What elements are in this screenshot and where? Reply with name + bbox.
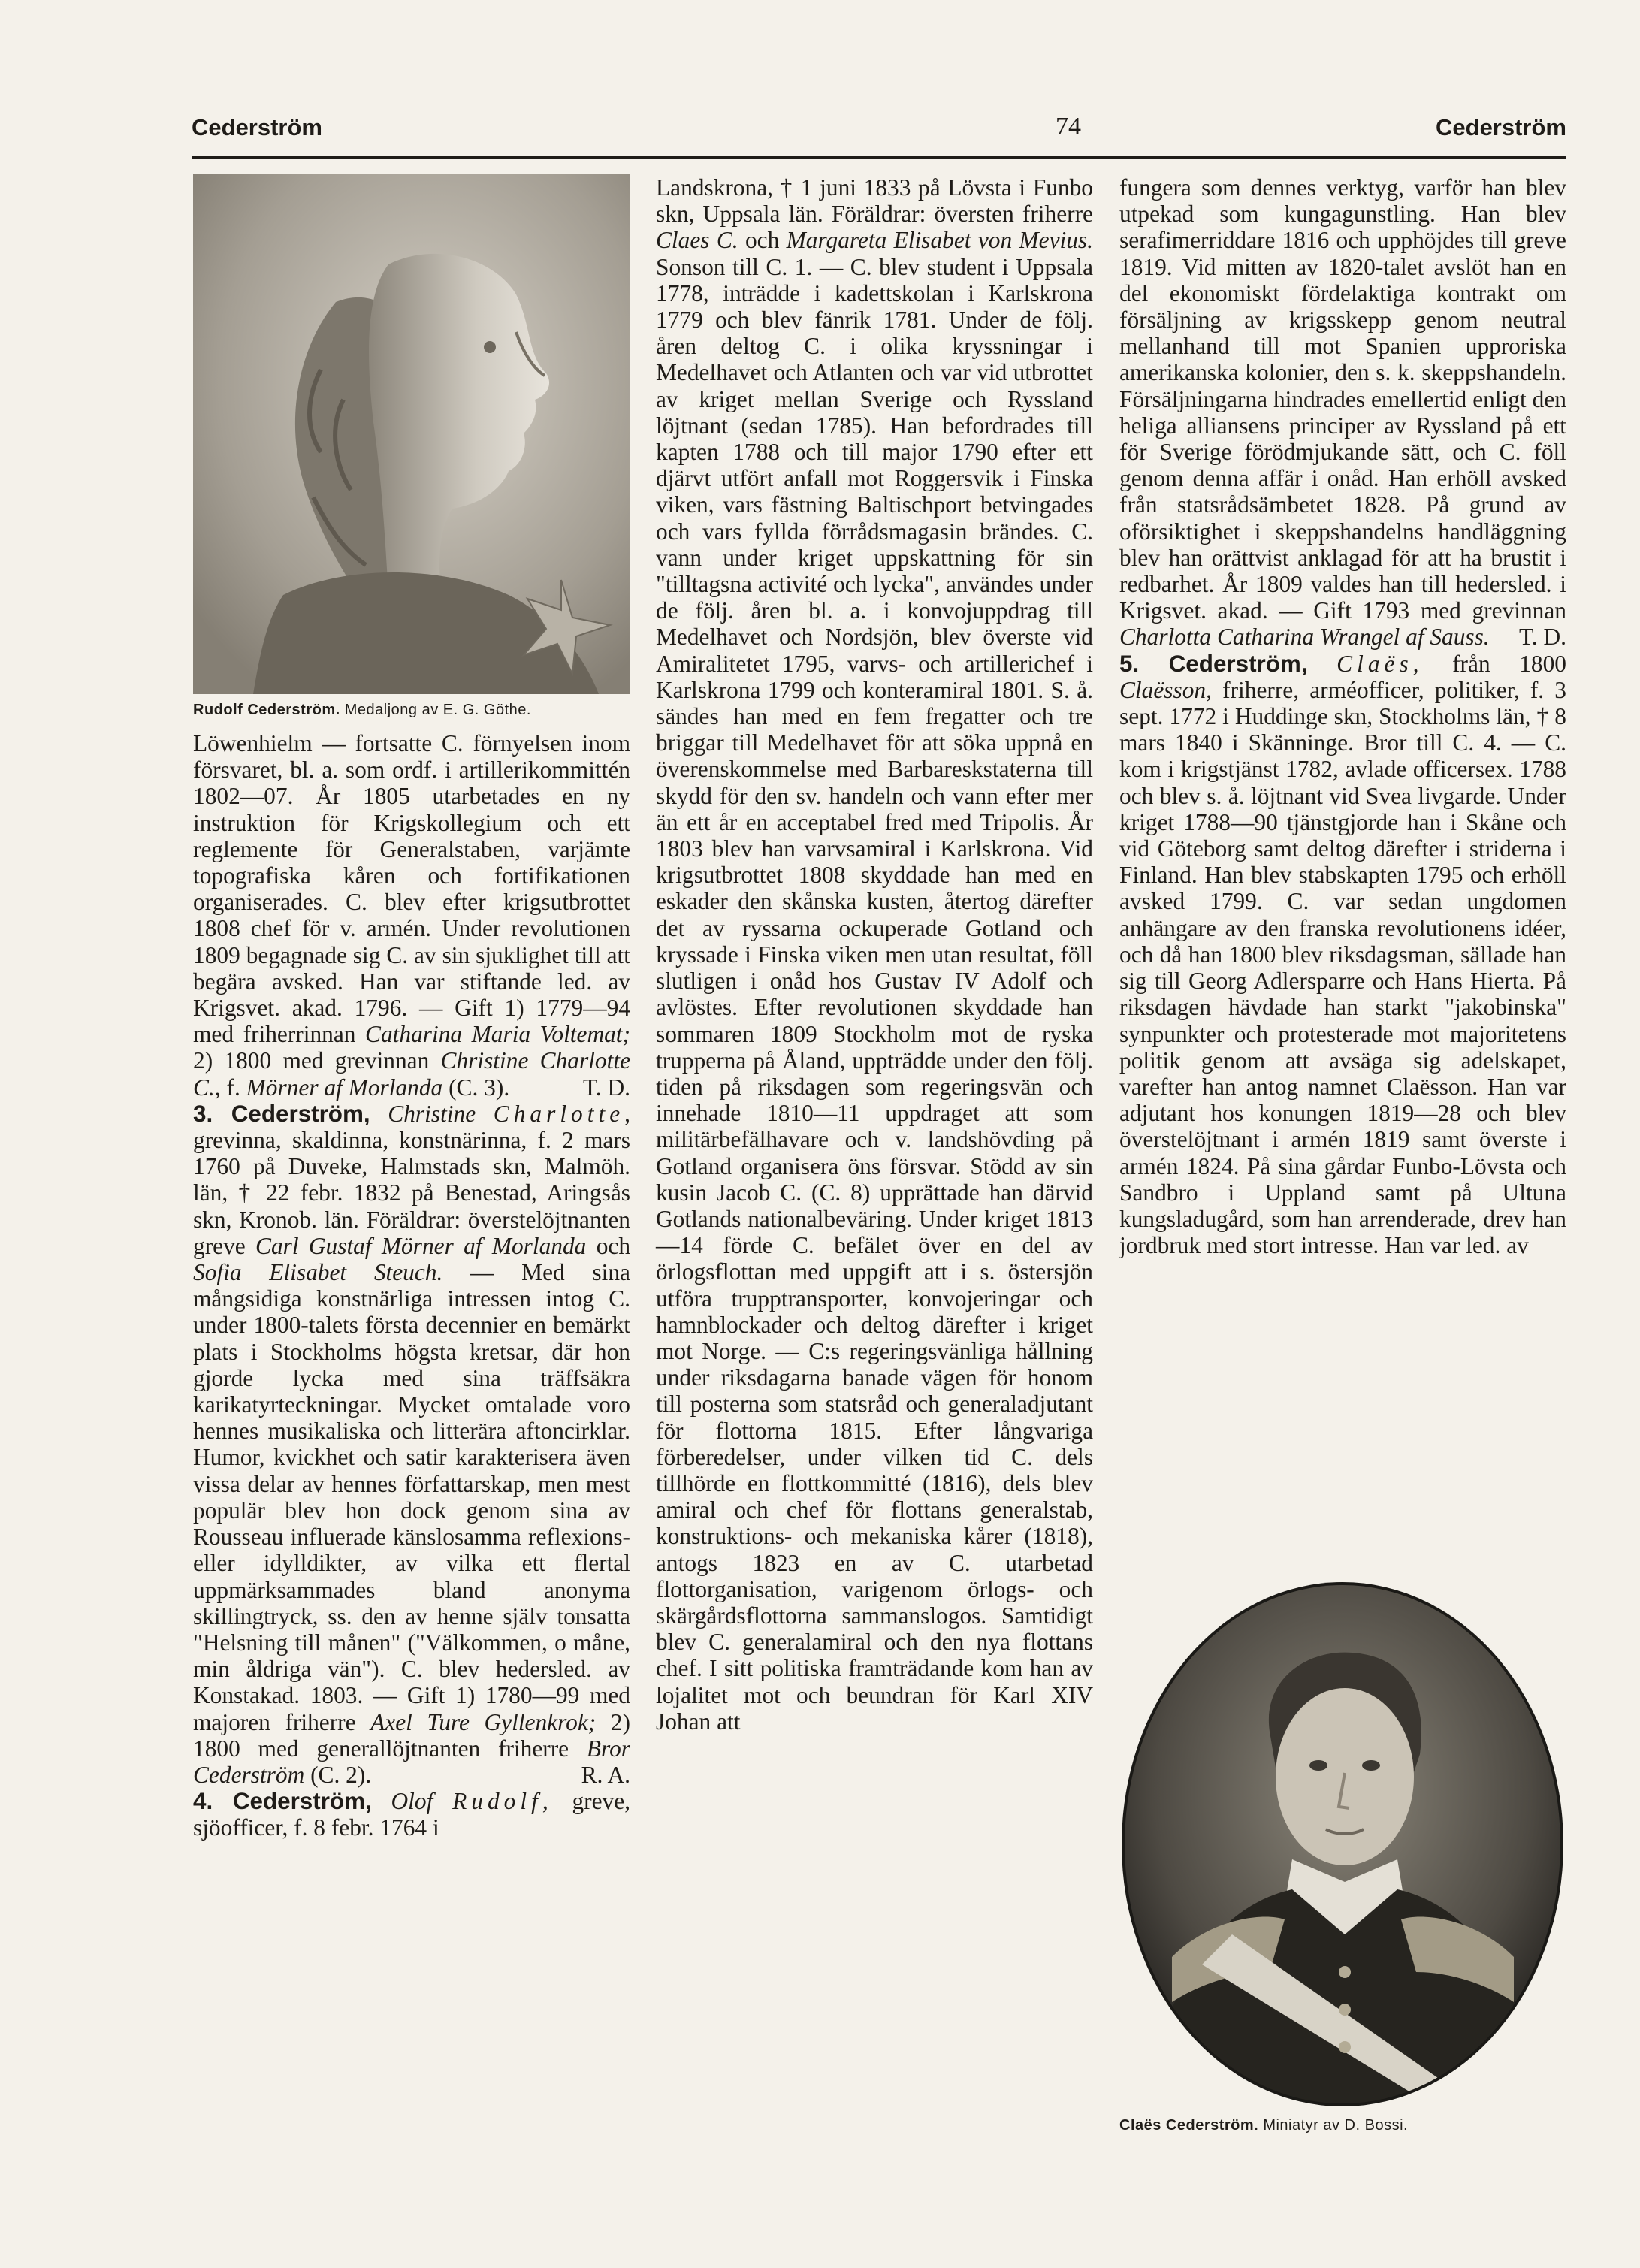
miniature-image: [1119, 1581, 1566, 2107]
entry-name-spaced: Charlotte: [493, 1100, 625, 1127]
text-run: Claësson,: [1119, 676, 1212, 703]
text-run: , f.: [214, 1074, 246, 1101]
entry-name: Christine: [388, 1100, 476, 1127]
miniature-caption: [1119, 2117, 1566, 2134]
signature: T. D.: [582, 1074, 630, 1101]
text-run: 2) 1800 med grevinnan: [193, 1047, 441, 1074]
text-run: (C. 2).: [304, 1761, 372, 1788]
column-2: [656, 174, 1093, 1735]
text-run: Mörner af Morlanda: [246, 1074, 443, 1101]
header-rule: [192, 156, 1566, 159]
text-run: Bror Cederström: [193, 1735, 630, 1788]
entry-4: [193, 1788, 630, 1841]
text-run: Löwenhielm — fortsatte C. förnyelsen inom försvaret, bl. a. som ordf. i artillerikommittén 1802—07. År 1805 utarbetades en ny instruktion för Krigskollegium och ett reglemente för Generalstaben, varjämte topografiska kåren och fortifikationen organiserades. C. blev efter krigsutbrottet 1808 chef för v. armén. Under revolutionen 1809 begagnade sig C. av sin sjuklighet till att begära avsked. Han var stiftande led. av Krigsvet. akad. 1796. — Gift 1) 1779—94 med friherrinnan: [193, 730, 630, 1048]
text-run: Landskrona, † 1 juni 1833 på Lövsta i Funbo skn, Uppsala län. Föräldrar: översten friherre: [656, 174, 1093, 228]
text-run: Axel Ture Gyllenkrok;: [370, 1708, 597, 1735]
miniature-portrait: [1119, 1581, 1566, 2107]
paragraph: [1119, 174, 1566, 651]
text-run: Catharina Maria Voltemat;: [365, 1021, 630, 1048]
text-run: (C. 3).: [442, 1074, 510, 1101]
caption-name: Rudolf Cederström.: [193, 702, 340, 718]
text-run: och: [586, 1232, 631, 1259]
text-run: Sofia Elisabet Steuch.: [193, 1259, 443, 1286]
entry-5: [1119, 651, 1566, 1259]
caption-name: Claës Cederström.: [1119, 2117, 1259, 2134]
medallion-image: [193, 174, 630, 694]
entry-name-spaced: Claës,: [1336, 650, 1424, 677]
paragraph: [193, 730, 630, 1101]
text-run: Carl Gustaf Mörner af Morlanda: [255, 1232, 587, 1259]
text-run: Claes C.: [656, 227, 738, 254]
entry-heading: 4. Cederström,: [193, 1788, 372, 1815]
text-run: greve, sjöofficer, f. 8 febr. 1764 i: [193, 1788, 630, 1841]
text-run: friherre, arméofficer, politiker, f. 3 sept. 1772 i Huddinge skn, Stockholms län, † 8 mars 1840 i Skänninge. Bror till C. 4. — C. kom i krigstjänst 1782, avlade officersex. 1788 och blev s. å. löjtnant vid Svea livgarde. Under kriget 1788—90 tjänstgjorde han i Skåne och vid Göteborg samt deltog därefter i striderna i Finland. Han blev stabskapten 1795 och erhöll avsked 1799. C. var sedan ungdomen anhängare av den franska revolutionens idéer, och då han 1800 blev riksdagsman, sällade han sig till Georg Adlersparre och Hans Hierta. På riksdagen hävdade han starkt "jakobinska" synpunkter och protesterade mot majoritetens politik genom att avsäga sig adelskapet, varefter han antog namnet Claësson. Han var adjutant hos konungen 1819—28 och blev överstelöjtnant i armén 1819 samt överste i armén 1824. På sina gårdar Funbo-Lövsta och Sandbro i Uppland samt på Ultuna kungsladugård, som han arrenderade, drev han jordbruk med stort intresse. Han var led. av: [1119, 676, 1566, 1259]
text-run: Christine Charlotte C.: [193, 1047, 630, 1101]
header-left: Cederström: [192, 114, 322, 140]
caption-description: Medaljong av E. G. Göthe.: [344, 702, 531, 718]
caption-description: Miniatyr av D. Bossi.: [1263, 2117, 1409, 2134]
header-right: Cederström: [1436, 114, 1566, 140]
text-run: 2) 1800 med generallöjtnanten friherre: [193, 1708, 630, 1762]
column-3: [1119, 174, 1566, 1258]
entry-heading: 3. Cederström,: [193, 1100, 370, 1127]
running-header: [192, 114, 1566, 152]
entry-3: [193, 1101, 630, 1788]
medallion-caption: [193, 700, 630, 720]
page-number: 74: [1056, 113, 1081, 140]
text-run: från 1800: [1423, 650, 1567, 677]
entry-name: Olof: [391, 1788, 433, 1815]
entry-heading: 5. Cederström,: [1119, 650, 1308, 677]
text-run: Margareta Elisabet von Mevius.: [786, 227, 1093, 254]
signature: T. D.: [1518, 624, 1566, 651]
text-run: — Med sina mångsidiga konstnärliga intressen intog C. under 1800-talets första decennier en bemärkt plats i Stockholms högsta kretsar, där hon gjorde lycka med sina träffsäkra karikatyrteckningar. Mycket omtalade voro hennes musikaliska och litterära aftoncirklar. Humor, kvickhet och satir karakterisera även vissa delar av hennes författarskap, men mest populär blev hon dock genom sina av Rousseau influerade känslosamma reflexions- eller idylldikter, av vilka ett flertal uppmärksammades bland anonyma skillingtryck, ss. den av henne själv tonsatta "Helsning till månen" ("Välkommen, o måne, min åldriga vän"). C. blev hedersled. av Konstakad. 1803. — Gift 1) 1780—99 med majoren friherre: [193, 1259, 630, 1735]
medallion-portrait: [193, 174, 630, 694]
text-run: Charlotta Catharina Wrangel af Sauss.: [1119, 624, 1490, 651]
text-run: Sonson till C. 1. — C. blev student i Uppsala 1778, inträdde i kadettskolan i Karlskrona 1779 och blev fänrik 1781. Under de följ. åren deltog C. i olika kryssningar i Medelhavet och Atlanten och var vid utbrottet av kriget mellan Sverige och Ryssland löjtnant (sedan 1785). Han befordrades till kapten 1788 och till major 1790 efter ett djärvt utfört anfall mot Roggersvik i Finska viken, vars fästning Baltischport betvingades och vars fyllda förrådsmagasin brändes. C. vann under kriget uppskattning för sin "tilltagsna activité och lycka", användes under de följ. åren bl. a. i konvojuppdrag till Medelhavet och Nordsjön, blev överste vid Amiralitetet 1795, varvs- och artillerichef i Karlskrona 1799 och konteramiral 1801. S. å. sändes han med en fem fregatter och tre briggar till Medelhavet för att söka uppnå en överenskommelse med Barbareskstaterna till skydd för den sv. handeln och vann efter mer än ett år en acceptabel fred med Tripolis. År 1803 blev han varvsamiral i Karlskrona. Vid krigsutbrottet 1808 skyddade han med en eskader den skånska kusten, återtog därefter det av ryssarna ockuperade Gotland och kryssade i Finska viken men utan resultat, föll slutligen i onåd hos Gustav IV Adolf och avlöstes. Efter revolutionen skyddade han sommaren 1809 Stockholm mot de ryska trupperna på Åland, uppträdde under den följ. tiden på riksdagen som regeringsvän och innehade 1810—11 uppdraget att som militärbefälhavare och v. landshövding på Gotland organisera öns försvar. Stödd av sin kusin Jacob C. (C. 8) upprättade han därvid Gotlands nationalbeväring. Under kriget 1813—14 förde C. befälet över en del av örlogsflottan med uppgift att i s. östersjön utföra trupptransporter, konvojeringar och hamnblockader och deltog därefter i kriget mot Norge. — C:s regeringsvänliga hållning under riksdagarna banade vägen för honom till posterna som statsråd och generaladjutant för flottorna 1815. Efter långvariga förberedelser, under vilken tid C. dels tillhörde en flottkommitté (1816), dels blev amiral och chef för flottans generalstab, konstruktions- och mekaniska kårer (1818), antogs 1823 en av C. utarbetad flottorganisation, varigenom örlogs- och skärgårdsflottorna sammanslogos. Samtidigt blev C. generalamiral och den nya flottans chef. I sitt politiska framträdande kom han av lojalitet mot och beundran för Karl XIV Johan att: [656, 253, 1093, 1735]
text-run: , grevinna, skaldinna, konstnärinna, f. 2 mars 1760 på Duveke, Halmstads skn, Malmöh. län, † 22 febr. 1832 på Benestad, Aringsås skn, Kronob. län. Föräldrar: överstelöjtnanten greve: [193, 1100, 630, 1259]
text-run: och: [738, 227, 787, 254]
paragraph: [656, 174, 1093, 1735]
signature: R. A.: [581, 1761, 630, 1788]
column-1: [193, 174, 630, 1841]
entry-name-spaced: Rudolf,: [452, 1788, 553, 1815]
text-run: fungera som dennes verktyg, varför han blev utpekad som kungagunstling. Han blev serafimerriddare 1816 och upphöjdes till greve 1819. Vid mitten av 1820-talet avslöt han en del ekonomiskt fördelaktiga kontrakt om försäljning av krigsskepp genom neutral mellanhand till mot Spanien upproriska amerikanska kolonier, den s. k. skeppshandeln. Försäljningarna hindrades emellertid enligt den heliga alliansens principer av Ryssland på ett för Sverige förödmjukande sätt, och C. föll genom denna affär i onåd. Han erhöll avsked från statsrådsämbetet 1828. På grund av oförsiktighet i skeppshandelns handläggning blev han orättvist anklagad för att ha brustit i redbarhet. År 1809 valdes han till hedersled. i Krigsvet. akad. — Gift 1793 med grevinnan: [1119, 174, 1566, 624]
